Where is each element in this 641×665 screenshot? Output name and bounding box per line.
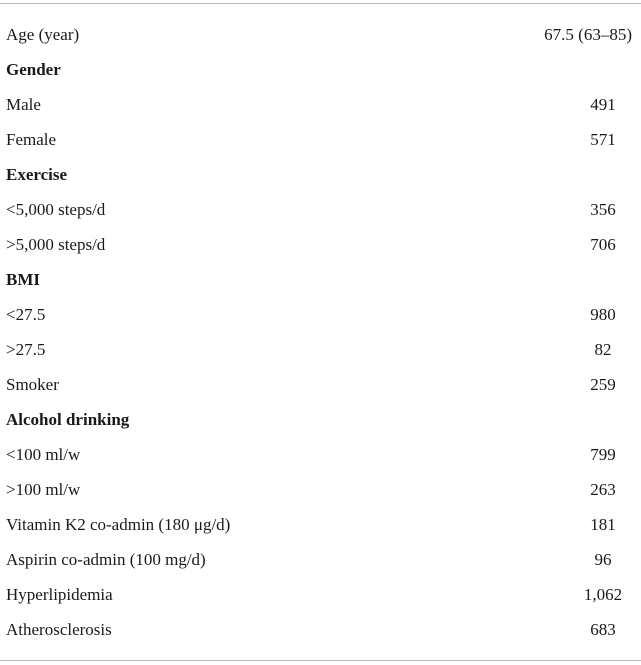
table-row-smoker [0, 367, 641, 402]
row-value: 96 [594, 550, 612, 569]
row-value: 571 [590, 130, 616, 149]
table-body [0, 17, 641, 647]
table-row-atherosclerosis [0, 612, 641, 647]
section-header-label: Gender [6, 60, 61, 79]
row-label: <5,000 steps/d [6, 200, 106, 219]
table-row-vitamin-k2 [0, 507, 641, 542]
row-value: 82 [594, 340, 612, 359]
row-value: 263 [590, 480, 616, 499]
row-label: >100 ml/w [6, 480, 81, 499]
section-header-label: Exercise [6, 165, 68, 184]
row-label: >27.5 [6, 340, 46, 359]
row-value: 980 [590, 305, 616, 324]
section-header-label: BMI [6, 270, 40, 289]
table-row-bmi-under-27-5 [0, 297, 641, 332]
row-label: Vitamin K2 co-admin (180 μg/d) [6, 515, 231, 534]
section-header-alcohol [0, 402, 641, 437]
row-label: Smoker [6, 375, 59, 394]
row-label: Aspirin co-admin (100 mg/d) [6, 550, 206, 569]
table-row-steps-over-5000 [0, 227, 641, 262]
row-label: Atherosclerosis [6, 620, 112, 639]
table-row-alcohol-over-100 [0, 472, 641, 507]
row-label: Hyperlipidemia [6, 585, 113, 604]
row-value: 706 [590, 235, 616, 254]
table-row-steps-under-5000 [0, 192, 641, 227]
row-value: 1,062 [583, 585, 623, 604]
row-value: 356 [590, 200, 616, 219]
row-value: 799 [590, 445, 616, 464]
table-row-aspirin [0, 542, 641, 577]
table-row-alcohol-under-100 [0, 437, 641, 472]
row-label: Female [6, 130, 57, 149]
section-header-bmi [0, 262, 641, 297]
table-top-rule [0, 3, 641, 4]
row-label: <27.5 [6, 305, 46, 324]
row-value: 181 [590, 515, 616, 534]
section-header-gender [0, 52, 641, 87]
table-bottom-rule [0, 660, 641, 661]
row-label: Age (year) [6, 25, 80, 44]
row-value: 259 [590, 375, 616, 394]
table-row-bmi-over-27-5 [0, 332, 641, 367]
row-label: Male [6, 95, 41, 114]
table-row-male [0, 87, 641, 122]
row-value: 683 [590, 620, 616, 639]
table-row-female [0, 122, 641, 157]
row-label: >5,000 steps/d [6, 235, 106, 254]
row-value: 67.5 (63–85) [544, 25, 632, 44]
row-value: 491 [590, 95, 616, 114]
row-label: <100 ml/w [6, 445, 81, 464]
section-header-exercise [0, 157, 641, 192]
table-row-hyperlipidemia [0, 577, 641, 612]
section-header-label: Alcohol drinking [6, 410, 130, 429]
table-row-age [0, 17, 641, 52]
